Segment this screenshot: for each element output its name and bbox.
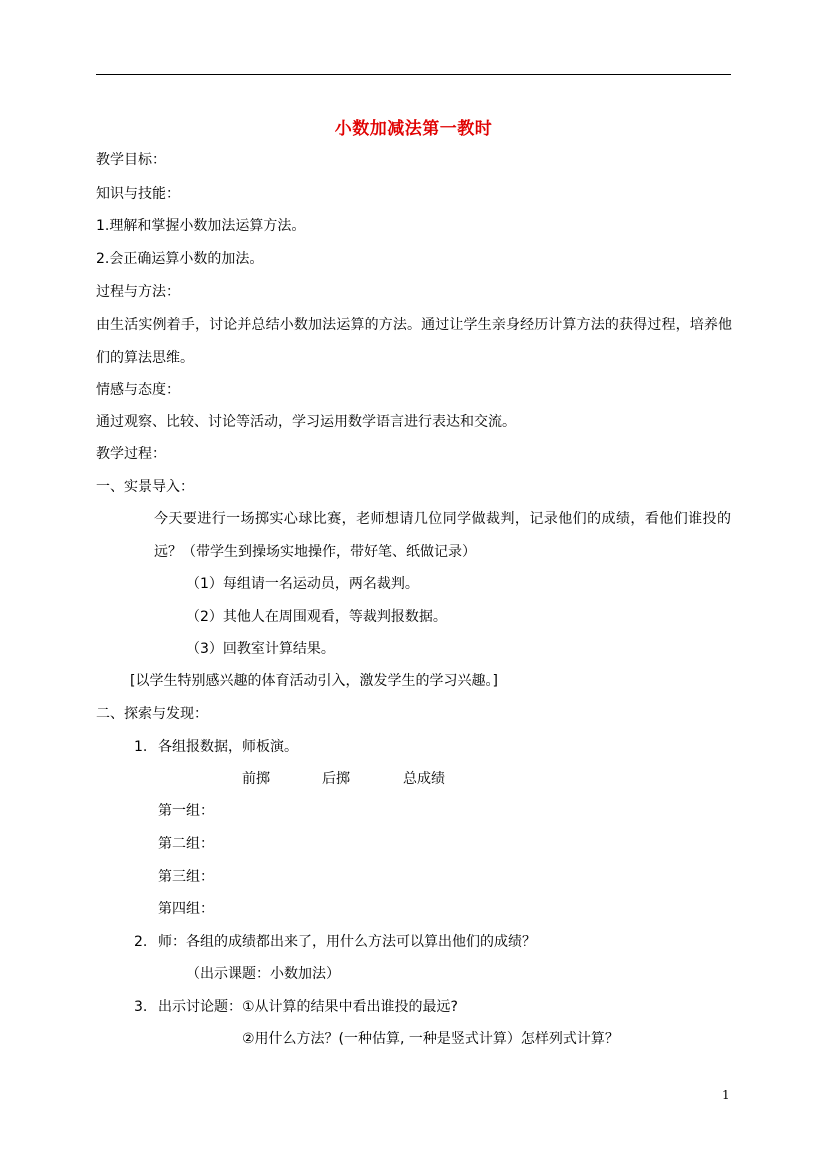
section-2-heading: 二、探索与发现： — [96, 706, 208, 722]
group-row-label: 第三组： — [158, 869, 214, 885]
item-3-subtext: ②用什么方法？(一种估算, 一种是竖式计算）怎样列式计算？ — [242, 1031, 619, 1047]
document-title: 小数加减法第一教时 — [334, 119, 493, 139]
section-1-step-1: （1）每组请一名运动员，两名裁判。 — [186, 576, 419, 592]
item-2-text: 师：各组的成绩都出来了，用什么方法可以算出他们的成绩？ — [158, 934, 536, 950]
group-row-label: 第四组： — [158, 901, 214, 917]
column-header-total: 总成绩 — [403, 771, 445, 787]
page-number: 1 — [722, 1088, 730, 1102]
knowledge-heading: 知识与技能： — [96, 186, 180, 202]
header-rule — [96, 74, 731, 75]
knowledge-item-2: 2.会正确运算小数的加法。 — [96, 251, 264, 267]
process-paragraph: 由生活实例着手，讨论并总结小数加法运算的方法。通过让学生亲身经历计算方法的获得过程，培养他们的算法思维。 — [96, 317, 732, 366]
objectives-heading: 教学目标： — [96, 152, 166, 168]
knowledge-item-1: 1.理解和掌握小数加法运算方法。 — [96, 218, 306, 234]
process-heading: 过程与方法： — [96, 284, 180, 300]
item-1-text: 各组报数据，师板演。 — [158, 739, 298, 755]
item-3-number: 3. — [134, 999, 148, 1015]
item-1-number: 1. — [134, 739, 148, 755]
section-1-step-2: （2）其他人在周围观看，等裁判报数据。 — [186, 609, 447, 625]
group-row-label: 第二组： — [158, 836, 214, 852]
group-row-label: 第一组： — [158, 803, 214, 819]
section-1-note: [以学生特别感兴趣的体育活动引入，激发学生的学习兴趣。] — [130, 673, 498, 689]
emotion-heading: 情感与态度： — [96, 382, 180, 398]
section-1-heading: 一、实景导入： — [96, 479, 194, 495]
section-1-step-3: （3）回教室计算结果。 — [186, 641, 335, 657]
item-2-number: 2. — [134, 934, 148, 950]
column-header-first-throw: 前掷 — [242, 771, 270, 787]
column-header-second-throw: 后掷 — [322, 771, 350, 787]
emotion-paragraph: 通过观察、比较、讨论等活动，学习运用数学语言进行表达和交流。 — [96, 414, 516, 430]
item-2-subtext: （出示课题：小数加法） — [186, 966, 340, 982]
item-3-text: 出示讨论题：①从计算的结果中看出谁投的最远? — [158, 999, 458, 1015]
teaching-process-heading: 教学过程： — [96, 446, 166, 462]
section-1-intro: 今天要进行一场掷实心球比赛，老师想请几位同学做裁判，记录他们的成绩，看他们谁投的远？（带学生到操场实地操作，带好笔、纸做记录） — [154, 511, 731, 560]
